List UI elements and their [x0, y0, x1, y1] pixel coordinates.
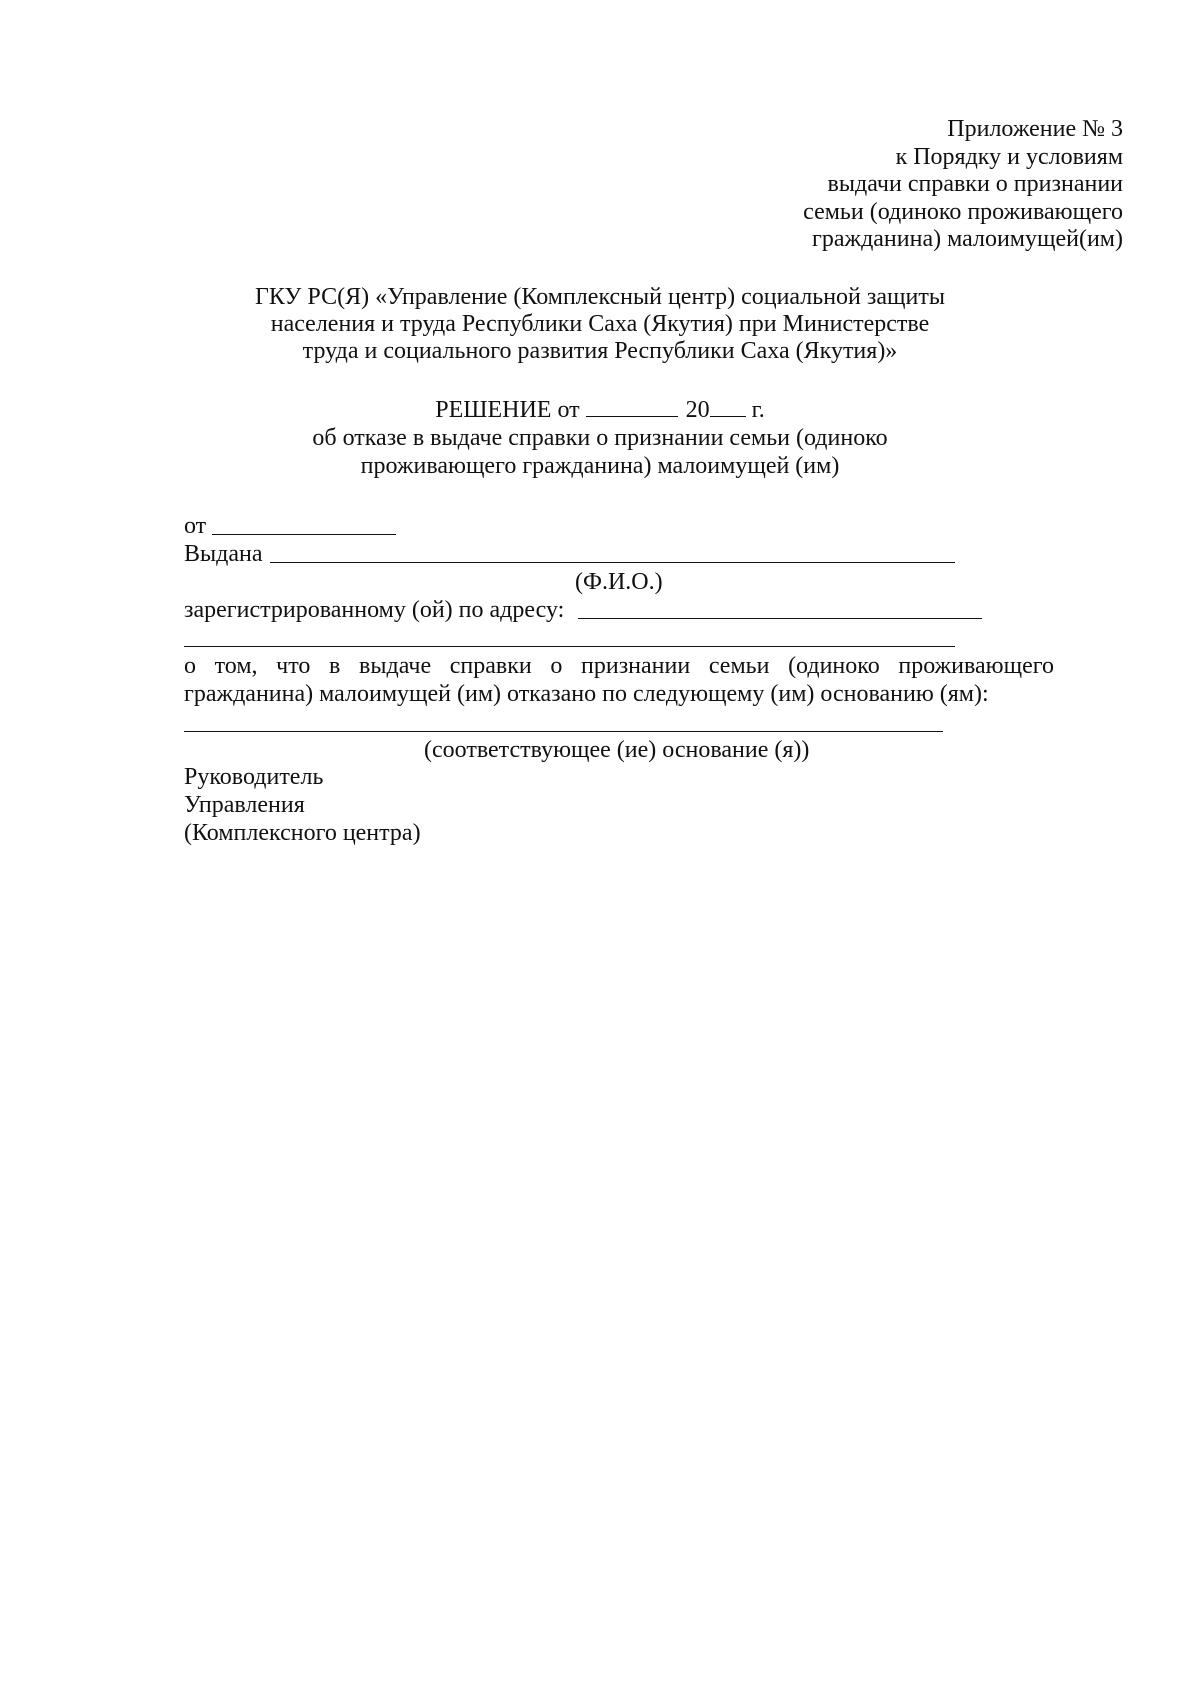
appendix-line: выдачи справки о признании: [827, 171, 1123, 197]
address-label: зарегистрированному (ой) по адресу:: [184, 597, 565, 623]
address-blank[interactable]: [578, 618, 982, 619]
from-blank[interactable]: [212, 534, 396, 535]
appendix-line: к Порядку и условиям: [895, 143, 1123, 170]
organization-line: ГКУ РС(Я) «Управление (Комплексный центр) социальной защиты: [255, 284, 945, 310]
organization-line: населения и труда Республики Саха (Якутия) при Министерстве: [270, 311, 930, 337]
decision-date-blank[interactable]: [586, 396, 678, 417]
decision-subtitle-line: об отказе в выдаче справки о признании семьи (одиноко: [312, 425, 888, 451]
decision-title-prefix: РЕШЕНИЕ от: [435, 397, 580, 423]
basis-blank[interactable]: [184, 731, 943, 732]
organization-name: [150, 284, 1050, 365]
decision-year-prefix: 20: [685, 397, 710, 423]
issued-label: Выдана: [184, 541, 263, 567]
decision-title-line: [150, 396, 1050, 424]
decision-year-suffix: г.: [751, 397, 765, 423]
decision-subtitle-line: проживающего гражданина) малоимущей (им): [360, 453, 840, 479]
appendix-line: Приложение № 3: [947, 116, 1123, 142]
appendix-header: [803, 116, 1123, 254]
signature-line: Управления: [184, 792, 305, 818]
address-continuation-blank[interactable]: [184, 646, 955, 647]
signature-line: (Комплексного центра): [184, 820, 421, 846]
issued-blank[interactable]: [270, 562, 955, 563]
refusal-reason-paragraph: о том, что в выдаче справки о признании семьи (одиноко проживающего гражданина) малоимущей (им) отказано по следующему (им) основанию (ям):: [184, 653, 1054, 707]
decision-title: [150, 396, 1050, 480]
appendix-line: гражданина) малоимущей(им): [811, 226, 1123, 252]
appendix-line: семьи (одиноко проживающего: [803, 198, 1123, 225]
signature-line: Руководитель: [184, 764, 324, 790]
organization-line: труда и социального развития Республики Саха (Якутия)»: [302, 338, 898, 364]
basis-caption: (соответствующее (ие) основание (я)): [424, 737, 810, 763]
fio-caption: (Ф.И.О.): [575, 569, 663, 595]
decision-year-blank[interactable]: [710, 396, 746, 417]
from-label: от: [184, 513, 207, 539]
